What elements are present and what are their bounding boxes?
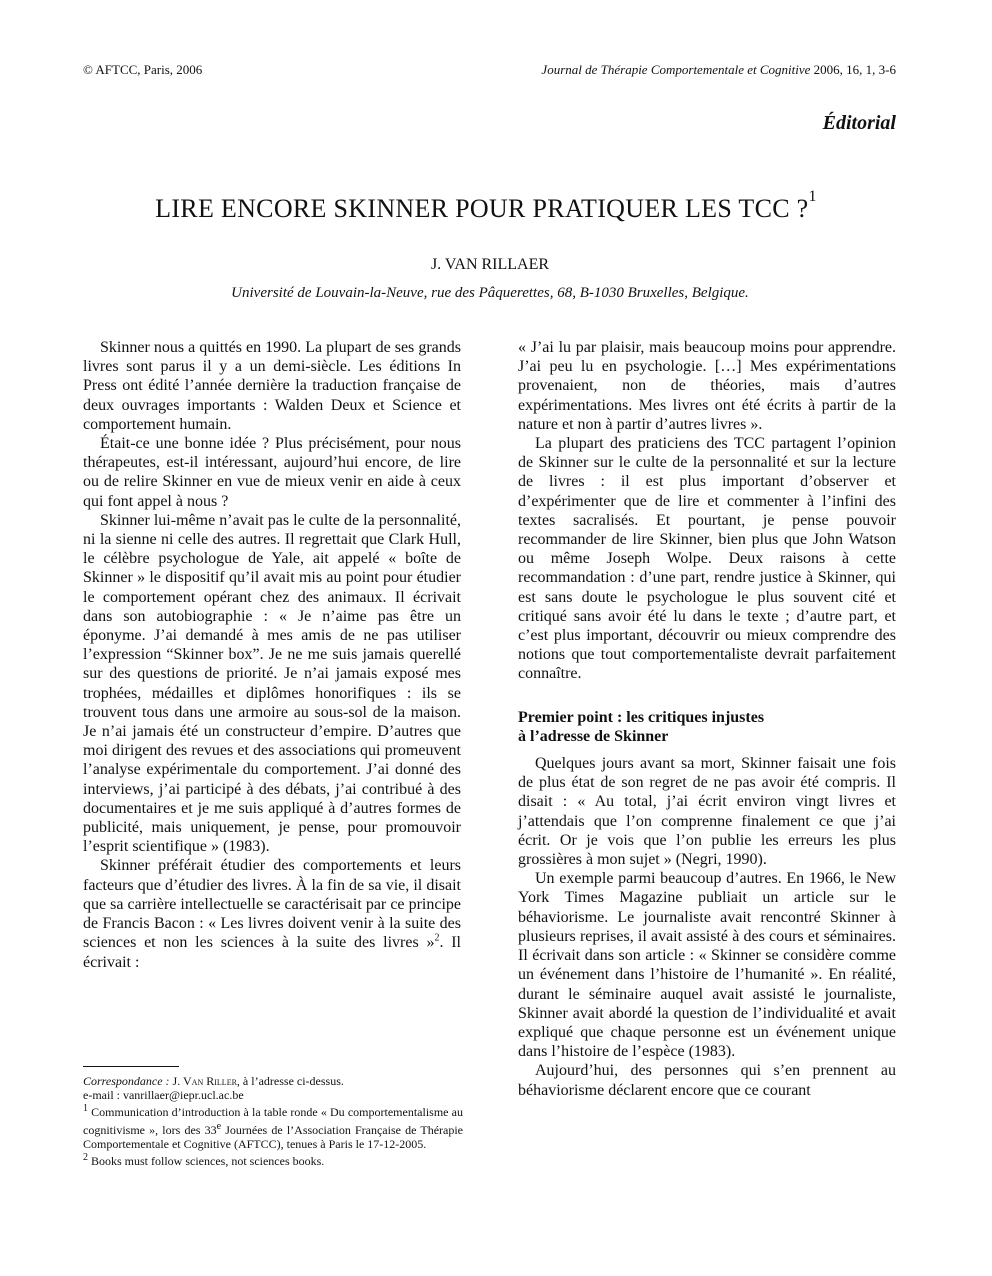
left-column (83, 338, 461, 972)
correspondence-label: Correspondance : (83, 1074, 170, 1088)
paragraph (83, 856, 461, 971)
correspondence-name-part: iller (214, 1074, 237, 1088)
footnote-rule (83, 1066, 179, 1067)
paragraph-text: Skinner préférait étudier des comportements et leurs facteurs que d’étudier des livres. À la fin de sa vie, il disait que sa carrière intellectuelle se caractérisait par ce principe de Francis Bacon : « Les livres doivent venir à la suite des sciences et non les sciences à la suite des livres » (83, 857, 461, 952)
right-column (518, 338, 896, 1100)
correspondence-name-part: an (191, 1074, 204, 1088)
section-label: Éditorial (822, 112, 896, 134)
correspondence-note (83, 1074, 463, 1088)
journal-citation: 2006, 16, 1, 3-6 (810, 62, 896, 77)
paragraph: Quelques jours avant sa mort, Skinner faisait une fois de plus état de son regret de ne pas avoir été compris. Il disait : « Au total, j’ai écrit environ vingt livres et j’attendais que l’on comprenne finalement ce que j’ai écrit. Or je vois que l’on publie les erreurs les plus grossières à mon sujet » (Negri, 1990). (518, 755, 896, 869)
paragraph: Un exemple parmi beaucoup d’autres. En 1966, le New York Times Magazine publiait un article sur le béhaviorisme. Le journaliste avait rencontré Skinner à plusieurs reprises, il avait assisté à des cours et séminaires. Il écrivait dans son article : « Skinner se considère comme un événement dans l’histoire de l’humanité ». En réalité, durant le séminaire auquel avait assisté le journaliste, Skinner avait abordé la question de l’individualité et avait expliqué que chaque personne est un événement unique dans l’histoire de l’espèce (1983). (518, 870, 896, 1061)
correspondence-name-part: J. V (169, 1074, 192, 1088)
footnote-text: Books must follow sciences, not sciences books. (88, 1154, 325, 1169)
running-header-right (541, 62, 896, 78)
footnote-text: Communication d’introduction à la table ronde « Du comportementalisme au cognitivisme », lors des 33 (83, 1105, 463, 1137)
heading-line: Premier point : les critiques injustes (518, 708, 765, 726)
paragraph: Était-ce une bonne idée ? Plus précisément, pour nous thérapeutes, est-il intéressant, aujourd’hui encore, de lire ou de relire Skinner en vue de mieux venir en aide à ceux qui font appel à nous ? (83, 435, 461, 510)
footnote-number: 1 (83, 1103, 88, 1115)
correspondence-name-part: R (203, 1074, 215, 1088)
author: J. VAN RILLAER (430, 256, 550, 273)
journal-name: Journal de Thérapie Comportementale et Cognitive (541, 62, 811, 77)
article-title (0, 188, 972, 224)
affiliation: Université de Louvain-la-Neuve, rue des Pâquerettes, 68, B-1030 Bruxelles, Belgique. (231, 285, 749, 301)
paragraph-text-end: . Il écrivait : (83, 934, 462, 971)
footnote-1 (83, 1102, 463, 1151)
title-footnote-marker: 1 (808, 188, 817, 205)
section-heading (518, 708, 896, 746)
paragraph: La plupart des praticiens des TCC partagent l’opinion de Skinner sur le culte de la personnalité et sur la lecture de livres : il est plus important d’observer et d’expérimenter que de lire et commenter à l’infini des textes sacralisés. Et pourtant, je pense pouvoir recommander de lire Skinner, bien plus que John Watson ou même Joseph Wolpe. Deux raisons à cette recommandation : d’une part, rendre justice à Skinner, qui est sans doute le psychologue le plus souvent cité et critiqué sans avoir été lu dans le texte ; d’autre part, et c’est plus important, découvrir ou mieux comprendre des notions que tout comportementaliste devrait parfaitement connaître. (518, 435, 896, 683)
footnotes (83, 1074, 463, 1168)
email-note: e-mail : vanrillaer@iepr.ucl.ac.be (83, 1088, 244, 1103)
paragraph: Aujourd’hui, des personnes qui s’en prennent au béhaviorisme déclarent encore que ce courant (518, 1062, 896, 1099)
correspondence-rest: , à l’adresse ci-dessus. (236, 1074, 344, 1088)
footnote-number: 2 (83, 1152, 88, 1164)
footnote-text: Journées de l’Association Française de Thérapie Comportementale et Cognitive (AFTCC), tenues à Paris le 17-12-2005. (83, 1122, 464, 1151)
footnote-2 (83, 1151, 463, 1168)
running-header-left: © AFTCC, Paris, 2006 (83, 62, 203, 77)
quote-continuation: « J’ai lu par plaisir, mais beaucoup moins pour apprendre. J’ai peu lu en psychologie. […] Mes expérimentations provenaient, non de théories, mais d’autres expérimentations. Mes livres ont été écrits à partir de la nature et non à partir d’autres livres ». (518, 339, 896, 433)
heading-line: à l’adresse de Skinner (518, 727, 669, 745)
paragraph: Skinner nous a quittés en 1990. La plupart de ses grands livres sont parus il y a un demi-siècle. Les éditions In Press ont édité l’année dernière la traduction française de deux ouvrages importants : Walden Deux et Science et comportement humain. (83, 339, 461, 433)
paragraph: Skinner lui-même n’avait pas le culte de la personnalité, ni la sienne ni celle des autres. Il regrettait que Clark Hull, le célèbre psychologue de Yale, ait appelé « boîte de Skinner » le dispositif qu’il avait mis au point pour étudier le comportement opérant chez des animaux. Il écrivait dans son autobiographie : « Je n’aime pas être un éponyme. J’ai demandé à mes amis de ne pas utiliser l’expression “Skinner box”. Je ne me suis jamais querellé sur des questions de priorité. Je n’ai jamais exposé mes trophées, médailles et diplômes honorifiques : ils se trouvent tous dans une armoire au sous-sol de la maison. Je n’ai jamais été un constructeur d’empire. D’autres que moi dirigent des revues et des associations qui promeuvent l’analyse expérimentale du comportement. J’ai donné des interviews, j’ai participé à des débats, j’ai contribué à des documentaires et je me suis appliqué à d’autres formes de publicité, mais uniquement, je pense, pour promouvoir l’esprit scientifique » (1983). (83, 511, 461, 856)
ordinal-suffix: e (216, 1120, 222, 1132)
title-text: LIRE ENCORE SKINNER POUR PRATIQUER LES TCC ? (155, 194, 809, 223)
footnote-marker: 2 (434, 932, 440, 944)
